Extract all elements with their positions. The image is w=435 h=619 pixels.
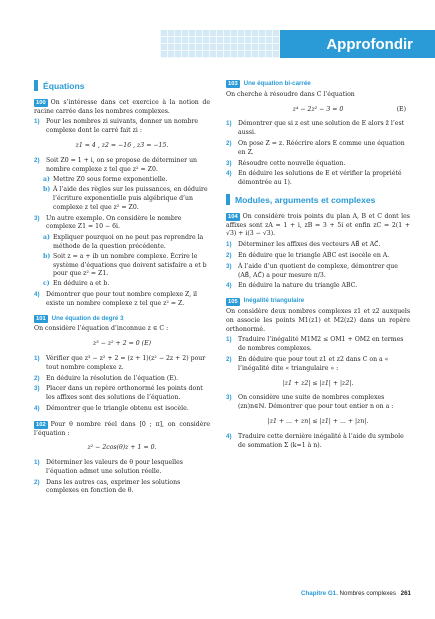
page-number: 261 <box>400 590 411 597</box>
section-modules: Modules, arguments et complexes <box>226 194 410 207</box>
exercise-title: Inégalité triangulaire <box>243 297 305 305</box>
exercise-105: 105 Inégalité triangulaire On considère deux nombres complexes z1 et z2 auxquels on associe les points M1(z1) et M2(z2) dans un repère orthonormé. 1) Traduire l’inégalité M1M2 ≤ OM1 + OM2 en termes de nombres complexes. 2) En déduire que pour tout z1 et z2 dans C on a « l’inégalité dite « triangulaire » : |z1 + z2| ≤ |z1| + |z2|. 3) On considère une suite de nombres complexes (zn)n∈ℕ. Démontrer que pour tout entier n on a : |z1 + ... + zn| ≤ |z1| + ... + |zn|. 4) Traduire cette dernière inégalité à l’aide du symbole de sommation Σ (k=1 à n). <box>226 297 410 449</box>
exercise-number: 105 <box>228 298 238 305</box>
exercise-number: 102 <box>36 421 46 428</box>
footer-chapter: Chapitre G1. <box>301 590 338 597</box>
exercise-number: 100 <box>36 99 46 106</box>
exercise-number: 103 <box>228 81 238 88</box>
page-banner <box>0 30 435 58</box>
section-equations: Équations <box>34 80 210 93</box>
right-column <box>226 80 410 452</box>
exercise-104: 104 On considère trois points du plan A, B et C dont les affixes sont zA = 1 + i, zB = 3 + 5i et enfin zC = 2(1 + √3) + i(3 − √3). 1) Déterminer les affixes des vecteurs AB⃗ et AC⃗. 2) En déduire que le triangle ABC est isocèle en A. 3) À l’aide d’un quotient de complexe, démontrer que (AB⃗, AC⃗) a pour mesure π/3. 4) En déduire la nature du triangle ABC. <box>226 212 410 290</box>
exercise-number: 104 <box>228 213 238 220</box>
exercise-number: 101 <box>36 315 46 322</box>
equation: z³ − z² + 2 = 0 (E) <box>92 340 152 348</box>
equation: |z1 + ... + zn| ≤ |z1| + ... + |zn|. <box>267 417 369 425</box>
exercise-title: Une équation de degré 3 <box>51 314 124 322</box>
equation: z⁴ − 2z² − 3 = 0 <box>292 105 344 113</box>
banner-grid-pattern <box>160 30 280 58</box>
exercise-102: 102 Pour θ nombre réel dans [0 ; π], on considère l’équation : z² − 2cos(θ)z + 1 = 0. 1) Déterminer les valeurs de θ pour lesquelles l’équation admet une solution réelle. 2) Dans les autres cas, exprimer les solutions complexes en fonction de θ. <box>34 420 210 495</box>
exercise-101: 101 Une équation de degré 3 On considère l’équation d’inconnue z ∈ C : z³ − z² + 2 = 0 (E) 1) Vérifier que z³ − z² + 2 = (z + 1)(z² − 2z + 2) pour tout nombre complexe z. 2) En déduire la résolution de l’équation (E). 3) Placer dans un repère orthonormé les points dont les affixes sont des solutions de l’équation. 4) Démontrer que le triangle obtenu est isocèle. <box>34 315 210 414</box>
footer-chapter-title: Nombres complexes <box>339 590 396 597</box>
left-column <box>34 80 210 498</box>
exercise-103: 103 Une équation bi-carrée On cherche à résoudre dans C l’équation z⁴ − 2z² − 3 = 0 (E) 1) Démontrer que si z est une solution de E alors z̄ l’est aussi. 2) On pose Z = z. Réécrire alors E comme une équation en Z. 3) Résoudre cette nouvelle équation. 4) En déduire les solutions de E et vérifier la propriété démontrée au 1). <box>226 80 406 187</box>
equation-tag: (E) <box>396 105 406 113</box>
equation: z1 = 4 , z2 = −16 , z3 = −15. <box>75 141 169 149</box>
exercise-100: 100 On s’intéresse dans cet exercice à la notion de racine carrée dans les nombres complexes. 1) Pour les nombres zi suivants, donner un nombre complexe dont le carré fait zi : z1 = 4 , z2 = −16 , z3 = −15. 2) Soit Z0 = 1 + i, on se propose de déterminer un nombre complexe z tel que z² = Z0. a) Mettre Z0 sous forme exponentielle. b) À l’aide des règles sur les puissances, en déduire l’écriture exponentielle puis algébrique d’un complexe z tel que z² = Z0. 3) Un autre exemple. On considère le nombre complexe Z1 = 10 − 6i. a) Expliquer pourquoi on ne peut pas reprendre la méthode de la question précédente. b) Soit z = a + ib un nombre complexe. Écrire le système d’équations que doivent satisfaire a et b pour que z² = Z1. c) En déduire a et b. 4) Démontrer que pour tout nombre complexe Z, il existe un nombre complexe z tel que z² = Z. <box>34 98 210 307</box>
banner-title: Approfondir <box>326 36 413 53</box>
equation: |z1 + z2| ≤ |z1| + |z2|. <box>282 379 354 387</box>
equation: z² − 2cos(θ)z + 1 = 0. <box>87 444 157 452</box>
page-footer <box>301 590 411 599</box>
exercise-title: Une équation bi-carrée <box>243 80 311 87</box>
